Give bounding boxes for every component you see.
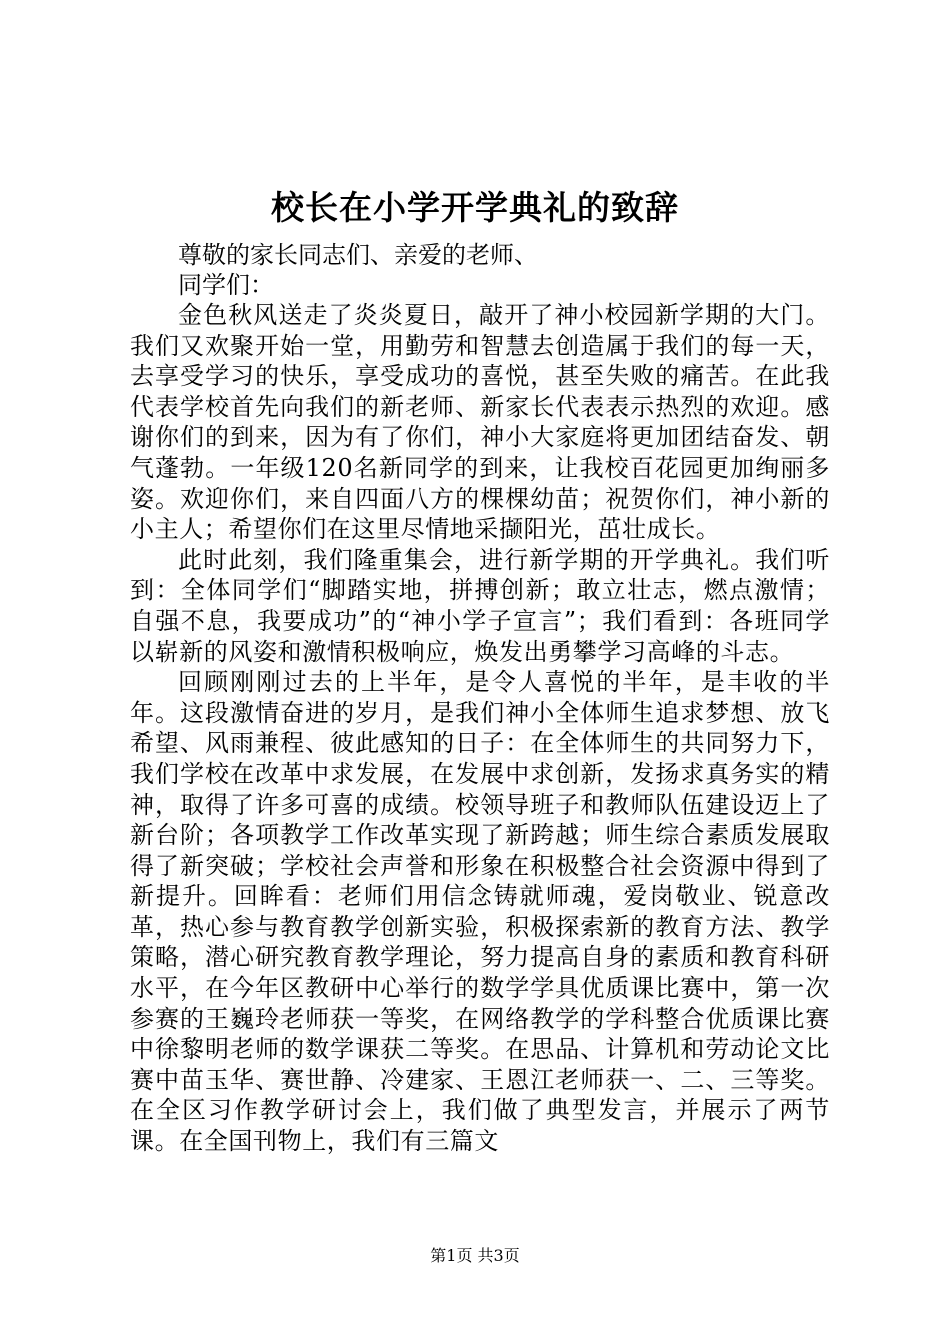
document-title: 校长在小学开学典礼的致辞 [271, 188, 679, 227]
salutation-line-1: 尊敬的家长同志们、亲爱的老师、 [178, 241, 538, 269]
salutation-line-2: 同学们： [178, 271, 274, 299]
paragraph-2: 此时此刻，我们隆重集会，进行新学期的开学典礼。我们听到：全体同学们“脚踏实地，拼搏创新；敢立壮志，燃点激情；自强不息，我要成功”的“神小学子宣言”；我们看到：各班同学以崭新的风姿和激情积极响应，焕发出勇攀学习高峰的斗志。 [130, 545, 830, 666]
paragraph-1: 金色秋风送走了炎炎夏日，敲开了神小校园新学期的大门。我们又欢聚开始一堂，用勤劳和智慧去创造属于我们的每一天，去享受学习的快乐，享受成功的喜悦，甚至失败的痛苦。在此我代表学校首先向我们的新老师、新家长代表表示热烈的欢迎。感谢你们的到来，因为有了你们，神小大家庭将更加团结奋发、朝气蓬勃。一年级120名新同学的到来，让我校百花园更加绚丽多姿。欢迎你们，来自四面八方的棵棵幼苗；祝贺你们，神小新的小主人；希望你们在这里尽情地采撷阳光，茁壮成长。 [130, 301, 830, 544]
paragraph-3: 回顾刚刚过去的上半年，是令人喜悦的半年，是丰收的半年。这段激情奋进的岁月，是我们神小全体师生追求梦想、放飞希望、风雨兼程、彼此感知的日子：在全体师生的共同努力下，我们学校在改革中求发展，在发展中求创新，发扬求真务实的精神，取得了许多可喜的成绩。校领导班子和教师队伍建设迈上了新台阶；各项教学工作改革实现了新跨越；师生综合素质发展取得了新突破；学校社会声誉和形象在积极整合社会资源中得到了新提升。回眸看：老师们用信念铸就师魂，爱岗敬业、锐意改革，热心参与教育教学创新实验，积极探索新的教育方法、教学策略，潜心研究教育教学理论，努力提高自身的素质和教育科研水平，在今年区教研中心举行的数学学具优质课比赛中，第一次参赛的王巍玲老师获一等奖，在网络教学的学科整合优质课比赛中徐黎明老师的数学课获二等奖。在思品、计算机和劳动论文比赛中苗玉华、赛世静、冷建家、王恩江老师获一、二、三等奖。在全区习作教学研讨会上，我们做了典型发言，并展示了两节课。在全国刊物上，我们有三篇文 [130, 668, 830, 1156]
page-number-footer: 第1页 共3页 [430, 1246, 520, 1265]
document-body [130, 240, 830, 1157]
